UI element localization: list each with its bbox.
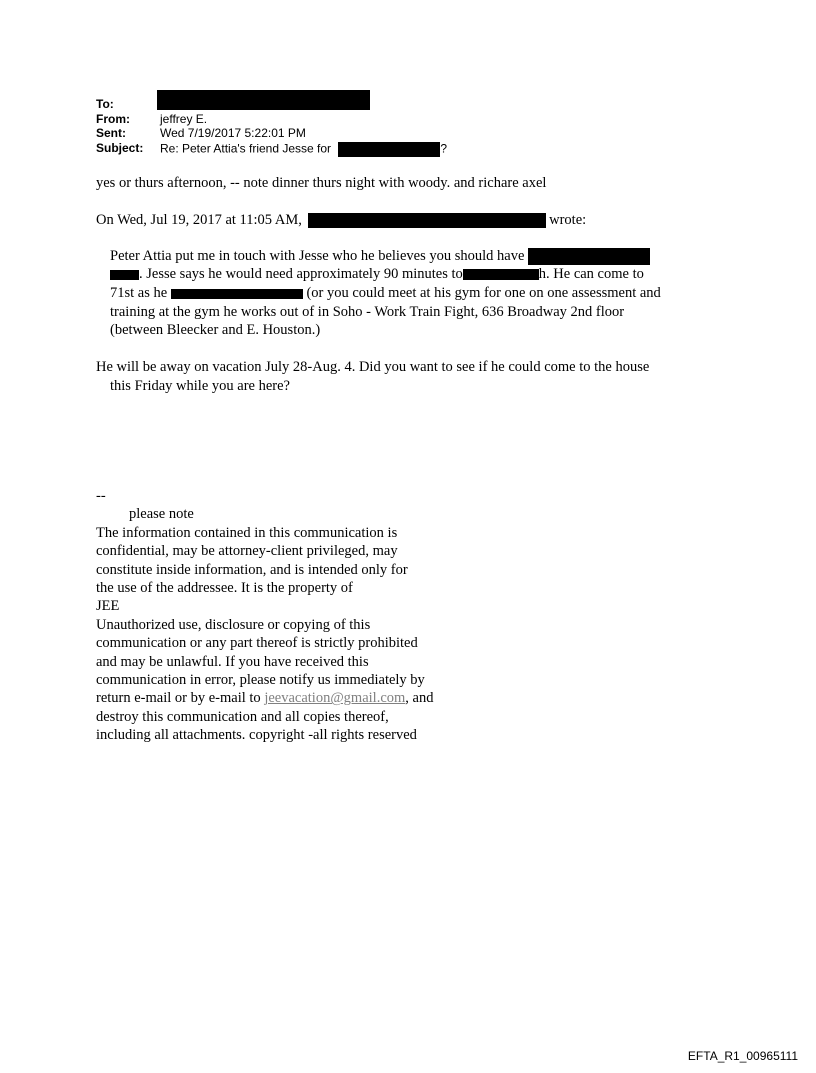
disclaimer-line: Unauthorized use, disclosure or copying of this (96, 616, 371, 633)
subject-end: ? (440, 141, 448, 156)
subject-redaction (338, 142, 440, 157)
quoted-p1-line3-b: (or you could meet at his gym for one on one assessment and (306, 285, 661, 301)
disclaimer-email-line (96, 689, 433, 707)
p1-redaction-4 (171, 289, 303, 299)
sender-redaction (308, 213, 546, 228)
quoted-p1-line5: (between Bleecker and E. Houston.) (110, 322, 321, 338)
disclaimer-line: JEE (96, 598, 120, 615)
quoted-intro-end: wrote: (549, 212, 587, 228)
quoted-p2-line1: He will be away on vacation July 28-Aug. 4. Did you want to see if he could come to the house (96, 359, 650, 375)
p1-redaction-2 (110, 270, 139, 280)
quoted-p1-line2-a: . Jesse says he would need approximately 90 minutes to (139, 266, 463, 282)
quoted-p1-line1 (110, 247, 650, 265)
quoted-p2-line2: this Friday while you are here? (110, 378, 290, 394)
signature-dashes: -- (96, 488, 106, 504)
email-header (96, 96, 596, 160)
quoted-p1-line4: training at the gym he works out of in Soho - Work Train Fight, 636 Broadway 2nd floor (110, 304, 625, 320)
disclaimer-line: confidential, may be attorney-client privileged, may (96, 543, 398, 560)
quoted-p1-line2 (110, 265, 644, 283)
from-value: jeffrey E. (160, 112, 208, 126)
disclaimer (96, 487, 433, 745)
sent-label: Sent: (96, 126, 126, 140)
to-label: To: (96, 97, 114, 111)
please-note: please note (129, 506, 194, 523)
disclaimer-line: the use of the addressee. It is the property of (96, 580, 353, 597)
document-id: EFTA_R1_00965111 (687, 1049, 798, 1063)
disclaimer-line: including all attachments. copyright -all rights reserved (96, 727, 417, 744)
email-link[interactable]: jeevacation@gmail.com (264, 690, 406, 707)
return-end: , and (405, 690, 434, 707)
quoted-p1-line1-text: Peter Attia put me in touch with Jesse who he believes you should have (110, 248, 525, 264)
return-text: return e-mail or by e-mail to (96, 690, 265, 707)
quoted-p1-line3 (110, 284, 661, 302)
disclaimer-line: constitute inside information, and is intended only for (96, 561, 408, 578)
subject-text: Re: Peter Attia's friend Jesse for (160, 141, 332, 156)
sent-value: Wed 7/19/2017 5:22:01 PM (160, 126, 306, 140)
quoted-intro-start: On Wed, Jul 19, 2017 at 11:05 AM, (96, 212, 302, 228)
quoted-p1-line2-b: h. He can come to (538, 266, 644, 282)
quoted-intro (96, 211, 586, 229)
p1-redaction-3 (463, 269, 539, 280)
from-label: From: (96, 112, 130, 126)
reply-text: yes or thurs afternoon, -- note dinner thurs night with woody. and richare axel (96, 175, 547, 191)
subject-value (160, 142, 447, 157)
to-redaction (157, 90, 370, 110)
p1-redaction-1 (528, 248, 650, 265)
disclaimer-line: communication in error, please notify us immediately by (96, 672, 425, 689)
disclaimer-line: communication or any part thereof is strictly prohibited (96, 635, 418, 652)
disclaimer-line: and may be unlawful. If you have received this (96, 653, 369, 670)
disclaimer-line: destroy this communication and all copies thereof, (96, 708, 389, 725)
quoted-p1-line3-a: 71st as he (110, 285, 168, 301)
subject-label: Subject: (96, 141, 144, 155)
disclaimer-line: The information contained in this communication is (96, 524, 398, 541)
